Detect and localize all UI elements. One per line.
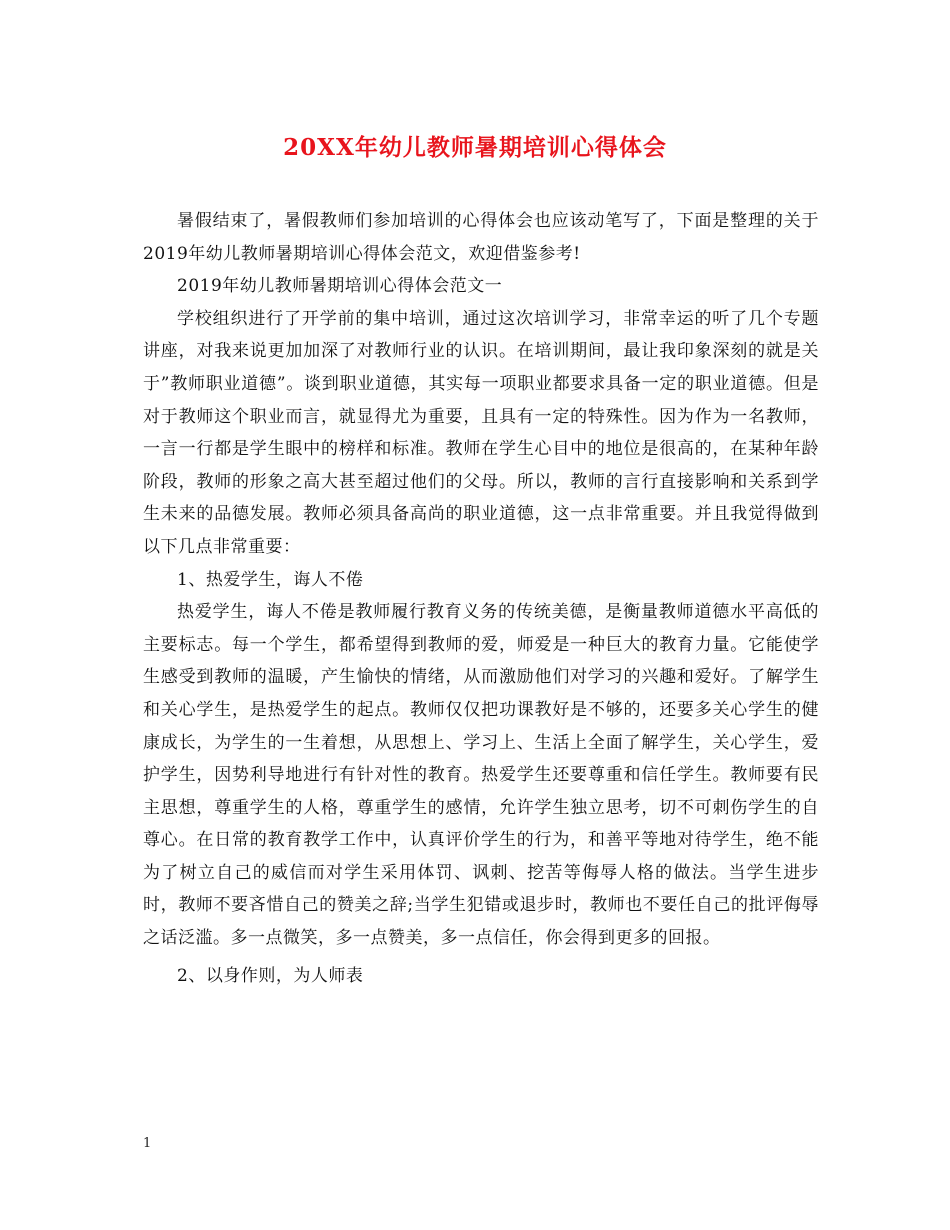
paragraph-main: 学校组织进行了开学前的集中培训，通过这次培训学习，非常幸运的听了几个专题讲座，对我来说更加加深了对教师行业的认识。在培训期间，最让我印象深刻的就是关于”教师职业道德”。谈到职业道德，其实每一项职业都要求具备一定的职业道德。但是对于教师这个职业而言，就显得尤为重要，且具有一定的特殊性。因为作为一名教师，一言一行都是学生眼中的榜样和标准。教师在学生心目中的地位是很高的，在某种年龄阶段，教师的形象之高大甚至超过他们的父母。所以，教师的言行直接影响和关系到学生未来的品德发展。教师必须具备高尚的职业道德，这一点非常重要。并且我觉得做到以下几点非常重要： bbox=[143, 308, 819, 557]
paragraph-point-1-body: 热爱学生，诲人不倦是教师履行教育义务的传统美德，是衡量教师道德水平高低的主要标志。每一个学生，都希望得到教师的爱，师爱是一种巨大的教育力量。它能使学生感受到教师的温暖，产生愉快的情绪，从而激励他们对学习的兴趣和爱好。了解学生和关心学生，是热爱学生的起点。教师仅仅把功课教好是不够的，还要多关心学生的健康成长，为学生的一生着想，从思想上、学习上、生活上全面了解学生，关心学生，爱护学生，因势利导地进行有针对性的教育。热爱学生还要尊重和信任学生。教师要有民主思想，尊重学生的人格，尊重学生的感情，允许学生独立思考，切不可刺伤学生的自尊心。在日常的教育教学工作中，认真评价学生的行为，和善平等地对待学生，绝不能为了树立自己的威信而对学生采用体罚、讽刺、挖苦等侮辱人格的做法。当学生进步时，教师不要吝惜自己的赞美之辞;当学生犯错或退步时，教师也不要任自己的批评侮辱之话泛滥。多一点微笑，多一点赞美，多一点信任，你会得到更多的回报。 bbox=[143, 602, 819, 949]
paragraph-intro: 暑假结束了，暑假教师们参加培训的心得体会也应该动笔写了，下面是整理的关于2019年幼儿教师暑期培训心得体会范文，欢迎借鉴参考! bbox=[143, 211, 819, 264]
paragraph-point-1-heading: 1、热爱学生，诲人不倦 bbox=[177, 569, 364, 590]
paragraph-section-heading: 2019年幼儿教师暑期培训心得体会范文一 bbox=[177, 276, 503, 297]
document-title: 20XX年幼儿教师暑期培训心得体会 bbox=[283, 134, 667, 161]
page-number: 1 bbox=[143, 1136, 152, 1151]
document-body bbox=[143, 205, 819, 992]
paragraph-point-2-heading: 2、以身作则，为人师表 bbox=[177, 965, 364, 986]
